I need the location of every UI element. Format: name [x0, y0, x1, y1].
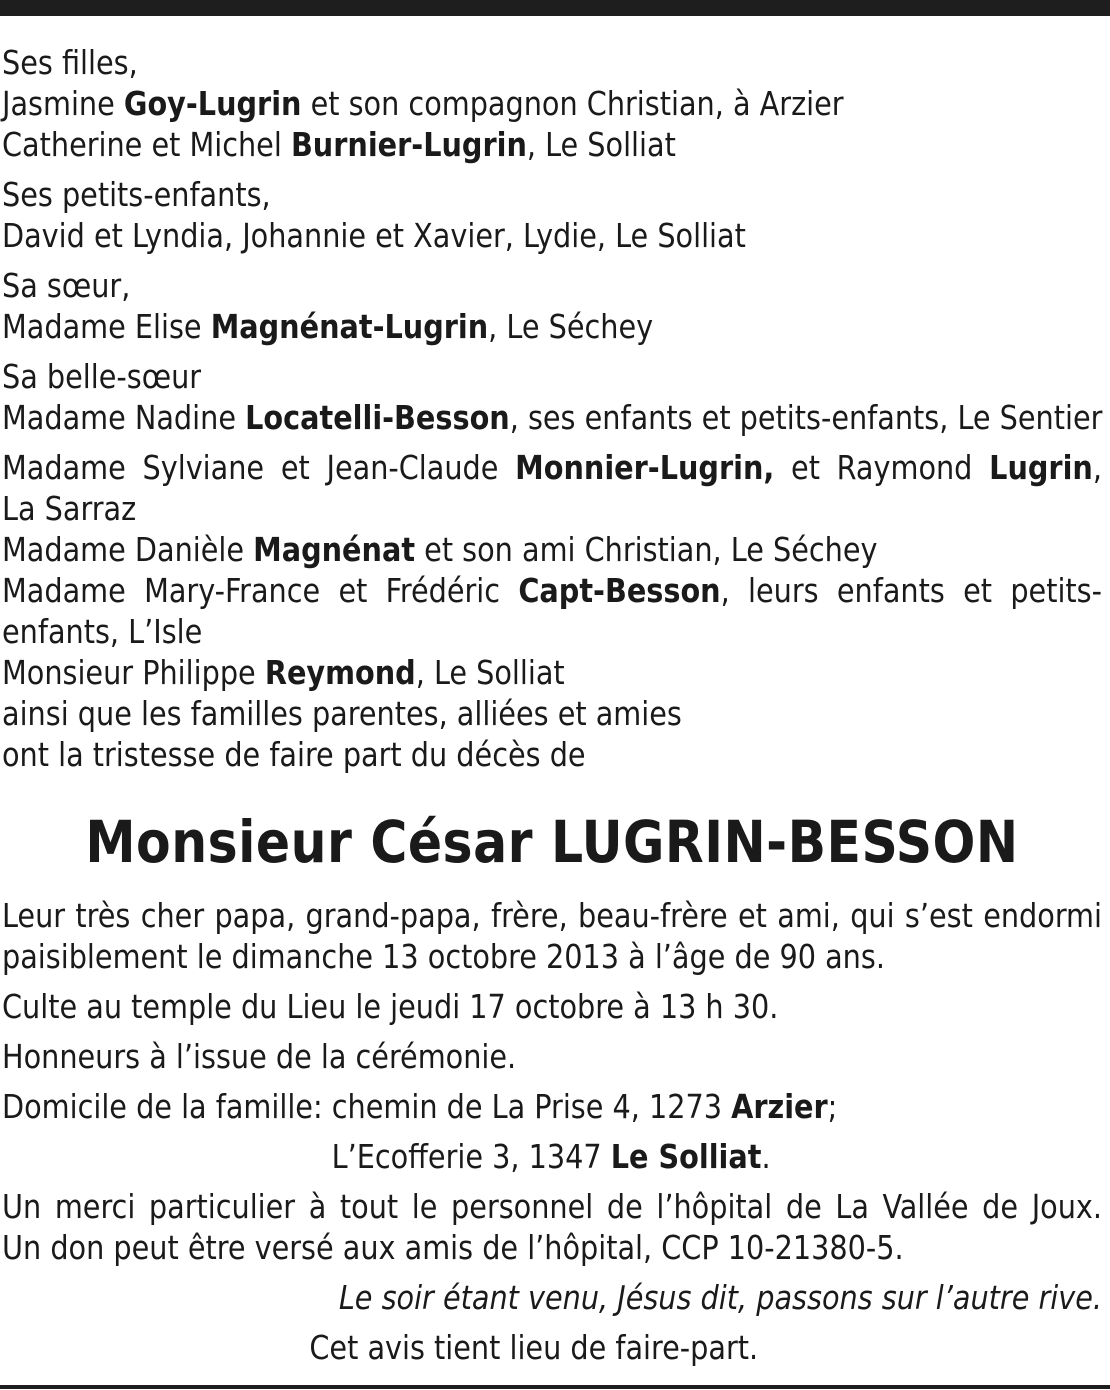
sister-line [2, 306, 1102, 347]
relative-2-line [2, 529, 1102, 570]
relative-3-name: Capt-Besson [518, 571, 721, 610]
relative-4-line [2, 652, 1102, 693]
top-rule [0, 0, 1110, 16]
address-line-1 [2, 1086, 1102, 1127]
address-1-pre: Domicile de la famille: chemin de La Prise 4, 1273 [2, 1087, 732, 1126]
address-2-place: Le Solliat [610, 1137, 762, 1176]
relative-3-cont: enfants, L’Isle [2, 612, 203, 651]
description-line-2: paisiblement le dimanche 13 octobre 2013 à l’âge de 90 ans. [2, 937, 885, 976]
relative-2-post: et son ami Christian, Le Séchey [415, 530, 878, 569]
relative-3-pre: Madame Mary-France et Frédéric [2, 571, 519, 610]
sister-heading: Sa sœur, [2, 266, 131, 305]
sister-pre: Madame Elise [2, 307, 211, 346]
honours-line: Honneurs à l’issue de la cérémonie. [2, 1037, 517, 1076]
daughter-2-post: , Le Solliat [526, 125, 676, 164]
thanks-line: Un merci particulier à tout le personnel de l’hôpital de La Vallée de Joux. [2, 1187, 1102, 1226]
service-line: Culte au temple du Lieu le jeudi 17 octobre à 13 h 30. [2, 987, 779, 1026]
address-line-2 [2, 1136, 1102, 1177]
sister-in-law-pre: Madame Nadine [2, 398, 246, 437]
sister-in-law-line [2, 397, 1102, 438]
address-1-place: Arzier [731, 1087, 828, 1126]
relative-2-name: Magnénat [253, 530, 416, 569]
relative-4-pre: Monsieur Philippe [2, 653, 265, 692]
relative-4-post: , Le Solliat [415, 653, 565, 692]
families-line: ainsi que les familles parentes, alliées et amies [2, 694, 682, 733]
relative-1-name-2: Lugrin [989, 448, 1093, 487]
daughter-2-pre: Catherine et Michel [2, 125, 291, 164]
bottom-rule [0, 1385, 1110, 1389]
relative-3-line [2, 570, 1102, 611]
relative-1-name: Monnier-Lugrin, [515, 448, 775, 487]
sister-in-law-post: , ses enfants et petits-enfants, Le Sentier [509, 398, 1103, 437]
deceased-name: Monsieur César LUGRIN-BESSON [85, 808, 1019, 876]
address-2-post: . [761, 1137, 771, 1176]
relative-1-mid: et Raymond [774, 448, 990, 487]
address-1-post: ; [827, 1087, 838, 1126]
donation-line: Un don peut être versé aux amis de l’hôpital, CCP 10-21380-5. [2, 1228, 904, 1267]
obituary-notice [2, 42, 1102, 1368]
daughter-1-pre: Jasmine [2, 84, 124, 123]
daughter-1-name: Goy-Lugrin [123, 84, 302, 123]
description-line-1: Leur très cher papa, grand-papa, frère, beau-frère et ami, qui s’est endormi [2, 896, 1102, 935]
grandchildren-line: David et Lyndia, Johannie et Xavier, Lydie, Le Solliat [2, 216, 746, 255]
relative-3-post: , leurs enfants et petits- [720, 571, 1102, 610]
relative-4-name: Reymond [264, 653, 416, 692]
daughter-2-line [2, 124, 1102, 165]
grandchildren-heading: Ses petits-enfants, [2, 175, 271, 214]
address-2-pre: L’Ecofferie 3, 1347 [331, 1137, 611, 1176]
sister-in-law-heading: Sa belle-sœur [2, 357, 202, 396]
sister-name: Magnénat-Lugrin [210, 307, 489, 346]
relative-1-post: , [1092, 448, 1102, 487]
relative-2-pre: Madame Danièle [2, 530, 254, 569]
daughter-1-line [2, 83, 1102, 124]
announce-line: ont la tristesse de faire part du décès de [2, 735, 586, 774]
relative-1-pre: Madame Sylviane et Jean-Claude [2, 448, 516, 487]
relative-1-place: La Sarraz [2, 489, 137, 528]
daughter-1-post: et son compagnon Christian, à Arzier [301, 84, 844, 123]
scripture-quote: Le soir étant venu, Jésus dit, passons sur l’autre rive. [338, 1278, 1102, 1317]
relative-1-line [2, 447, 1102, 488]
daughter-2-name: Burnier-Lugrin [290, 125, 527, 164]
sister-post: , Le Séchey [488, 307, 654, 346]
sister-in-law-name: Locatelli-Besson [245, 398, 510, 437]
closing-line: Cet avis tient lieu de faire-part. [309, 1328, 759, 1367]
daughters-heading: Ses filles, [2, 43, 138, 82]
